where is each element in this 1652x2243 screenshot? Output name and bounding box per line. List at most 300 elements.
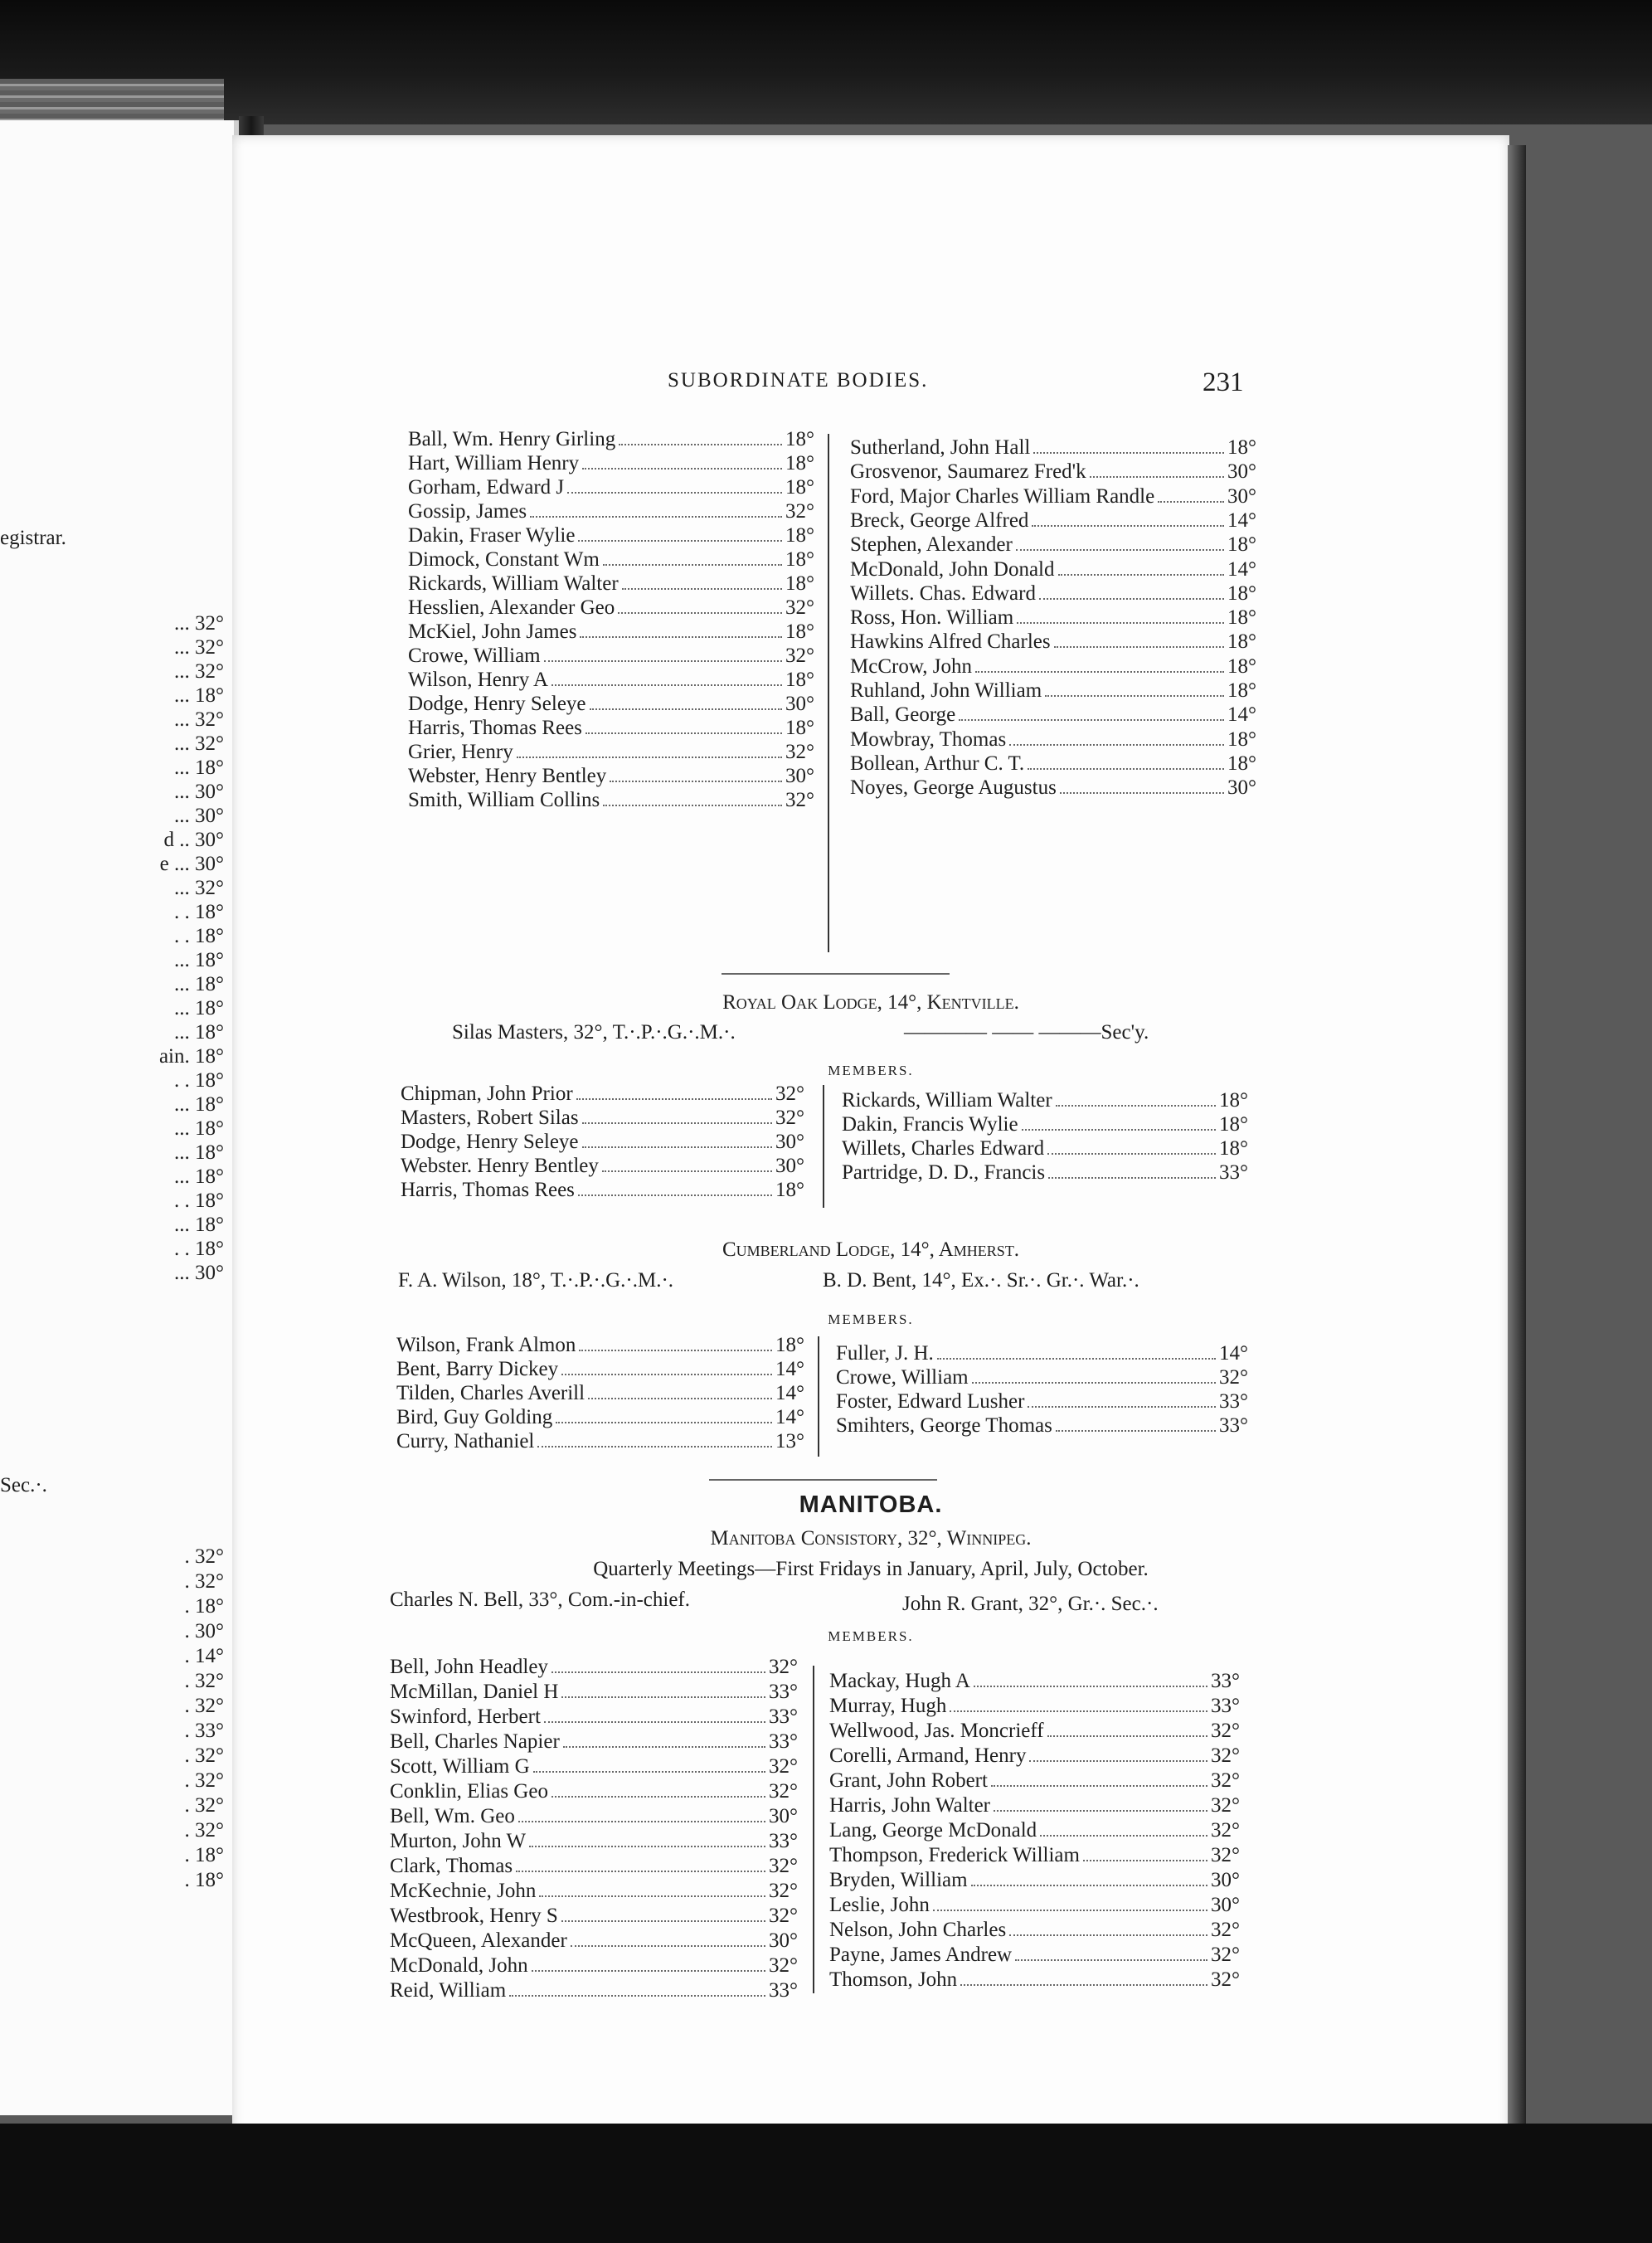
column-divider xyxy=(828,434,829,952)
member-degree: 32° xyxy=(769,1954,798,1977)
left-page-line: . . 18° xyxy=(174,1069,224,1092)
member-entry xyxy=(401,1083,804,1106)
dot-leader xyxy=(960,1984,1207,1986)
dot-leader xyxy=(588,1398,772,1399)
dot-leader xyxy=(537,1446,772,1447)
member-entry xyxy=(401,1179,804,1202)
dot-leader xyxy=(533,1771,765,1773)
column-divider xyxy=(823,1085,824,1208)
member-degree: 33° xyxy=(769,1705,798,1728)
cumberland-officer-left: F. A. Wilson, 18°, T.·.P.·.G.·.M.·. xyxy=(398,1269,674,1292)
dot-leader xyxy=(1016,549,1224,551)
member-degree: 32° xyxy=(1211,1968,1240,1991)
member-degree: 33° xyxy=(1219,1161,1248,1184)
left-page-line: d .. 30° xyxy=(163,829,224,851)
manitoba-members-label: MEMBERS. xyxy=(828,1628,914,1644)
member-degree: 18° xyxy=(1219,1113,1248,1136)
member-name: Foster, Edward Lusher xyxy=(836,1390,1025,1413)
member-entry xyxy=(842,1137,1248,1160)
member-degree: 18° xyxy=(785,620,814,643)
member-degree: 33° xyxy=(1211,1695,1240,1717)
member-degree: 14° xyxy=(1227,508,1256,532)
royal-oak-members-label: MEMBERS. xyxy=(828,1063,914,1078)
member-entry xyxy=(408,741,814,764)
member-degree: 32° xyxy=(1211,1794,1240,1817)
member-entry xyxy=(850,533,1256,557)
member-entry xyxy=(829,1769,1240,1793)
member-entry xyxy=(396,1358,804,1381)
member-degree: 18° xyxy=(1227,679,1256,702)
member-entry xyxy=(829,1744,1240,1768)
member-entry xyxy=(390,1929,798,1953)
member-name: Murray, Hugh xyxy=(829,1695,947,1717)
member-entry xyxy=(401,1155,804,1178)
member-degree: 18° xyxy=(785,669,814,691)
dot-leader xyxy=(603,564,782,566)
member-entry xyxy=(408,428,814,451)
member-name: Harris, Thomas Rees xyxy=(408,717,582,739)
dot-leader xyxy=(1009,1934,1207,1936)
member-name: McKiel, John James xyxy=(408,620,577,643)
member-name: Clark, Thomas xyxy=(390,1855,513,1877)
member-degree: 18° xyxy=(775,1334,804,1356)
member-name: Gorham, Edward J xyxy=(408,476,565,499)
member-degree: 18° xyxy=(1227,436,1256,459)
dot-leader xyxy=(578,1194,772,1196)
left-page-line: . . 18° xyxy=(174,925,224,947)
left-page-line: ... 32° xyxy=(174,660,224,683)
dot-leader xyxy=(1058,574,1225,576)
member-name: Mowbray, Thomas xyxy=(850,727,1007,751)
dot-leader xyxy=(585,732,782,734)
dot-leader xyxy=(1048,1177,1216,1179)
member-degree: 18° xyxy=(1227,654,1256,678)
dot-leader xyxy=(529,1846,765,1847)
left-page-line: ... 32° xyxy=(174,877,224,899)
member-degree: 30° xyxy=(785,765,814,787)
left-page-line: ... 18° xyxy=(174,1117,224,1140)
member-name: Wellwood, Jas. Moncrieff xyxy=(829,1720,1044,1742)
dot-leader xyxy=(959,719,1224,721)
member-entry xyxy=(401,1131,804,1154)
member-degree: 14° xyxy=(1227,557,1256,581)
member-entry xyxy=(390,1954,798,1978)
member-degree: 18° xyxy=(1227,606,1256,630)
dot-leader xyxy=(1009,744,1224,746)
left-page-line: ... 18° xyxy=(174,1214,224,1236)
member-name: McDonald, John Donald xyxy=(850,557,1055,581)
member-name: McKechnie, John xyxy=(390,1880,537,1902)
member-degree: 33° xyxy=(1219,1390,1248,1413)
dot-leader xyxy=(603,805,782,806)
manitoba-consistory-title: Manitoba Consistory, 32°, Winnipeg. xyxy=(710,1527,1032,1550)
dot-leader xyxy=(991,1785,1207,1787)
left-page-line: ... 18° xyxy=(174,684,224,707)
member-entry xyxy=(850,606,1256,630)
left-page-line: . 32° xyxy=(184,1545,224,1568)
dot-leader xyxy=(582,468,782,470)
member-entry xyxy=(390,1805,798,1828)
member-degree: 30° xyxy=(1227,460,1256,484)
member-entry xyxy=(396,1382,804,1405)
member-entry xyxy=(408,789,814,812)
member-name: Webster, Henry Bentley xyxy=(408,765,607,787)
member-degree: 18° xyxy=(785,548,814,571)
member-name: Dimock, Constant Wm xyxy=(408,548,600,571)
member-name: Scott, William G xyxy=(390,1755,530,1778)
member-name: Dodge, Henry Seleye xyxy=(408,693,586,715)
member-degree: 32° xyxy=(1211,1769,1240,1792)
left-page-line: ... 18° xyxy=(174,1165,224,1188)
member-name: Curry, Nathaniel xyxy=(396,1430,535,1452)
member-name: Ball, Wm. Henry Girling xyxy=(408,428,616,450)
manitoba-officer-left: Charles N. Bell, 33°, Com.-in-chief. xyxy=(390,1589,691,1611)
member-degree: 18° xyxy=(1227,727,1256,751)
member-entry xyxy=(829,1869,1240,1892)
member-name: Tilden, Charles Averill xyxy=(396,1382,585,1404)
member-name: Bell, Charles Napier xyxy=(390,1730,560,1753)
dot-leader xyxy=(1028,1406,1216,1408)
member-name: McDonald, John xyxy=(390,1954,528,1977)
member-entry xyxy=(408,476,814,499)
member-entry xyxy=(390,1979,798,2002)
member-entry xyxy=(390,1780,798,1803)
member-degree: 18° xyxy=(775,1179,804,1201)
dot-leader xyxy=(1056,1105,1216,1107)
dot-leader xyxy=(933,1910,1207,1911)
member-name: Reid, William xyxy=(390,1979,507,2002)
member-entry xyxy=(408,693,814,716)
cumberland-officer-right: B. D. Bent, 14°, Ex.·. Sr.·. Gr.·. War.·. xyxy=(823,1269,1139,1292)
member-name: Ruhland, John William xyxy=(850,679,1042,702)
member-entry xyxy=(408,452,814,475)
member-name: Bell, Wm. Geo xyxy=(390,1805,515,1827)
member-degree: 32° xyxy=(769,1905,798,1927)
left-page-line: . 18° xyxy=(184,1869,224,1891)
left-page-line: ... 18° xyxy=(174,757,224,779)
dot-leader xyxy=(1029,1760,1207,1762)
dot-leader xyxy=(1040,1835,1207,1837)
member-name: Bryden, William xyxy=(829,1869,968,1891)
dot-leader xyxy=(582,1122,772,1124)
member-name: Ball, George xyxy=(850,703,956,727)
dot-leader xyxy=(580,636,782,638)
member-name: Dakin, Francis Wylie xyxy=(842,1113,1018,1136)
member-degree: 13° xyxy=(775,1430,804,1452)
member-degree: 32° xyxy=(785,789,814,811)
left-page-line: ... 18° xyxy=(174,1093,224,1116)
left-page-line: . 32° xyxy=(184,1819,224,1842)
member-entry xyxy=(829,1944,1240,1967)
member-name: Thompson, Frederick William xyxy=(829,1844,1080,1866)
dot-leader xyxy=(1054,646,1224,648)
left-page-word-sec: Sec.·. xyxy=(0,1474,47,1496)
member-entry xyxy=(829,1894,1240,1917)
member-entry xyxy=(390,1730,798,1754)
member-name: Smihters, George Thomas xyxy=(836,1414,1052,1437)
member-entry xyxy=(850,582,1256,606)
column-divider xyxy=(813,1666,814,1993)
member-name: Dodge, Henry Seleye xyxy=(401,1131,579,1153)
dot-leader xyxy=(1032,525,1224,527)
right-page xyxy=(232,135,1509,2136)
left-page xyxy=(0,120,239,2115)
member-entry xyxy=(836,1390,1248,1413)
dot-leader xyxy=(551,1796,765,1798)
dot-leader xyxy=(1017,622,1224,624)
running-title: SUBORDINATE BODIES. xyxy=(668,369,929,392)
member-degree: 18° xyxy=(785,428,814,450)
dot-leader xyxy=(517,757,782,758)
member-entry xyxy=(390,1705,798,1729)
member-name: Murton, John W xyxy=(390,1830,527,1852)
member-name: Crowe, William xyxy=(836,1366,969,1389)
dot-leader xyxy=(571,1945,765,1947)
member-name: Wilson, Frank Almon xyxy=(396,1334,576,1356)
member-entry xyxy=(829,1844,1240,1867)
member-name: Noyes, George Augustus xyxy=(850,776,1057,800)
dot-leader xyxy=(590,708,782,710)
member-entry xyxy=(390,1880,798,1903)
member-name: Hawkins Alfred Charles xyxy=(850,630,1051,654)
member-degree: 30° xyxy=(775,1155,804,1177)
member-degree: 32° xyxy=(785,500,814,523)
dot-leader xyxy=(579,1350,772,1351)
member-degree: 30° xyxy=(1211,1869,1240,1891)
member-name: Willets, Charles Edward xyxy=(842,1137,1045,1160)
member-degree: 30° xyxy=(769,1929,798,1952)
member-entry xyxy=(390,1855,798,1878)
member-entry xyxy=(829,1695,1240,1718)
dot-leader xyxy=(544,660,782,662)
dot-leader xyxy=(561,1920,765,1922)
left-page-line: . 32° xyxy=(184,1794,224,1817)
member-name: Grant, John Robert xyxy=(829,1769,988,1792)
member-name: Chipman, John Prior xyxy=(401,1083,573,1105)
dot-leader xyxy=(582,1146,772,1148)
member-entry xyxy=(850,728,1256,752)
member-name: Harris, Thomas Rees xyxy=(401,1179,575,1201)
left-page-line: . 32° xyxy=(184,1570,224,1593)
member-degree: 32° xyxy=(775,1083,804,1105)
member-name: Harris, John Walter xyxy=(829,1794,991,1817)
dot-leader xyxy=(1056,1430,1216,1432)
member-degree: 30° xyxy=(769,1805,798,1827)
member-degree: 14° xyxy=(775,1406,804,1428)
dot-leader xyxy=(622,588,782,590)
left-page-line: . . 18° xyxy=(174,1190,224,1212)
member-entry xyxy=(829,1794,1240,1817)
member-entry xyxy=(829,1968,1240,1992)
member-degree: 30° xyxy=(775,1131,804,1153)
member-degree: 18° xyxy=(1227,581,1256,605)
left-page-line: . . 18° xyxy=(174,1238,224,1260)
dot-leader xyxy=(556,1422,772,1423)
dot-leader xyxy=(1060,792,1224,794)
member-entry xyxy=(829,1720,1240,1743)
dot-leader xyxy=(975,671,1224,673)
member-name: Thomson, John xyxy=(829,1968,958,1991)
member-entry xyxy=(836,1366,1248,1389)
left-page-line: . 33° xyxy=(184,1720,224,1742)
member-degree: 32° xyxy=(775,1107,804,1129)
dot-leader xyxy=(561,1696,765,1698)
left-page-line: ... 18° xyxy=(174,949,224,971)
member-degree: 33° xyxy=(769,1681,798,1703)
member-name: Bell, John Headley xyxy=(390,1656,548,1678)
dot-leader xyxy=(1047,1153,1216,1155)
dot-leader xyxy=(530,516,782,518)
section-rule xyxy=(722,973,950,975)
member-degree: 32° xyxy=(769,1855,798,1877)
member-name: Hesslien, Alexander Geo xyxy=(408,596,615,619)
left-page-line: . 14° xyxy=(184,1645,224,1667)
left-page-line: e ... 30° xyxy=(159,853,224,875)
member-entry xyxy=(408,669,814,692)
dot-leader xyxy=(1047,1735,1207,1737)
member-name: Webster. Henry Bentley xyxy=(401,1155,599,1177)
dot-leader xyxy=(539,1895,765,1897)
member-name: Crowe, William xyxy=(408,645,541,667)
left-page-line: . 30° xyxy=(184,1620,224,1642)
member-entry xyxy=(390,1830,798,1853)
member-degree: 32° xyxy=(785,741,814,763)
member-degree: 14° xyxy=(775,1358,804,1380)
member-name: Dakin, Fraser Wylie xyxy=(408,524,576,547)
member-degree: 14° xyxy=(775,1382,804,1404)
member-name: McMillan, Daniel H xyxy=(390,1681,559,1703)
member-degree: 32° xyxy=(1211,1844,1240,1866)
member-name: Nelson, John Charles xyxy=(829,1919,1007,1941)
member-entry xyxy=(396,1406,804,1429)
left-page-line: . 32° xyxy=(184,1744,224,1767)
book-edge-strip xyxy=(0,79,224,120)
member-degree: 30° xyxy=(1227,484,1256,508)
member-degree: 18° xyxy=(785,524,814,547)
member-entry xyxy=(850,630,1256,654)
member-entry xyxy=(390,1755,798,1778)
left-page-line: ain. 18° xyxy=(158,1045,224,1068)
member-entry xyxy=(408,620,814,644)
member-entry xyxy=(390,1681,798,1704)
dot-leader xyxy=(1039,598,1224,600)
member-name: Westbrook, Henry S xyxy=(390,1905,558,1927)
member-name: Fuller, J. H. xyxy=(836,1342,934,1365)
member-degree: 32° xyxy=(769,1755,798,1778)
member-degree: 18° xyxy=(785,572,814,595)
member-entry xyxy=(836,1342,1248,1365)
member-name: Stephen, Alexander xyxy=(850,533,1013,557)
member-entry xyxy=(408,548,814,572)
dot-leader xyxy=(1090,476,1224,478)
member-degree: 32° xyxy=(769,1880,798,1902)
dot-leader xyxy=(576,1098,772,1100)
dot-leader xyxy=(509,1995,765,1997)
dot-leader xyxy=(937,1358,1216,1360)
member-entry xyxy=(850,703,1256,727)
member-name: Grier, Henry xyxy=(408,741,513,763)
manitoba-heading: MANITOBA. xyxy=(799,1491,943,1518)
member-degree: 32° xyxy=(1219,1366,1248,1389)
member-name: Lang, George McDonald xyxy=(829,1819,1037,1842)
member-entry xyxy=(829,1819,1240,1842)
cumberland-members-label: MEMBERS. xyxy=(828,1311,914,1327)
member-degree: 33° xyxy=(769,1830,798,1852)
member-name: McCrow, John xyxy=(850,654,972,678)
member-name: Sutherland, John Hall xyxy=(850,436,1031,459)
member-entry xyxy=(850,436,1256,460)
member-degree: 18° xyxy=(1227,630,1256,654)
member-name: Smith, William Collins xyxy=(408,789,600,811)
dot-leader xyxy=(1158,501,1224,503)
dot-leader xyxy=(972,1382,1216,1384)
member-entry xyxy=(850,460,1256,484)
member-degree: 18° xyxy=(785,717,814,739)
dot-leader xyxy=(1045,695,1224,697)
left-page-line: ... 32° xyxy=(174,636,224,659)
left-page-line: . 18° xyxy=(184,1844,224,1866)
member-name: Gossip, James xyxy=(408,500,527,523)
member-entry xyxy=(401,1107,804,1130)
member-entry xyxy=(850,776,1256,800)
page-edge-shadow xyxy=(1508,145,1526,2128)
member-name: Rickards, William Walter xyxy=(408,572,619,595)
member-degree: 14° xyxy=(1227,703,1256,727)
dot-leader xyxy=(578,540,782,542)
member-name: Hart, William Henry xyxy=(408,452,580,474)
member-entry xyxy=(408,717,814,740)
scan-background-top xyxy=(0,0,1652,124)
member-entry xyxy=(842,1089,1248,1112)
member-name: McQueen, Alexander xyxy=(390,1929,567,1952)
member-degree: 18° xyxy=(785,476,814,499)
member-name: Ford, Major Charles William Randle xyxy=(850,484,1155,508)
member-entry xyxy=(408,500,814,523)
dot-leader xyxy=(974,1686,1207,1687)
left-page-word-registrar: egistrar. xyxy=(0,527,66,549)
member-degree: 32° xyxy=(1211,1919,1240,1941)
dot-leader xyxy=(1083,1860,1207,1861)
dot-leader xyxy=(618,612,782,614)
member-name: Bent, Barry Dickey xyxy=(396,1358,559,1380)
member-name: Bollean, Arthur C. T. xyxy=(850,752,1025,775)
left-page-line: ... 18° xyxy=(174,1021,224,1044)
left-page-line: . . 18° xyxy=(174,901,224,923)
member-entry xyxy=(850,655,1256,679)
royal-oak-title: Royal Oak Lodge, 14°, Kentville. xyxy=(722,991,1019,1014)
member-degree: 32° xyxy=(1211,1744,1240,1767)
dot-leader xyxy=(532,1970,765,1972)
left-page-line: ... 18° xyxy=(174,973,224,995)
member-degree: 32° xyxy=(769,1656,798,1678)
member-degree: 32° xyxy=(785,596,814,619)
member-entry xyxy=(390,1656,798,1679)
member-degree: 33° xyxy=(1219,1414,1248,1437)
member-name: Mackay, Hugh A xyxy=(829,1670,970,1692)
dot-leader xyxy=(567,492,782,494)
left-page-line: . 18° xyxy=(184,1595,224,1618)
royal-oak-officer-left: Silas Masters, 32°, T.·.P.·.G.·.M.·. xyxy=(452,1021,736,1044)
member-entry xyxy=(829,1919,1240,1942)
cumberland-title: Cumberland Lodge, 14°, Amherst. xyxy=(722,1238,1020,1261)
member-name: Wilson, Henry A xyxy=(408,669,549,691)
member-entry xyxy=(408,596,814,620)
member-name: Conklin, Elias Geo xyxy=(390,1780,548,1803)
royal-oak-officer-right: ———— —— ———Sec'y. xyxy=(904,1021,1149,1044)
member-entry xyxy=(850,558,1256,581)
member-degree: 32° xyxy=(769,1780,798,1803)
member-entry xyxy=(850,509,1256,533)
